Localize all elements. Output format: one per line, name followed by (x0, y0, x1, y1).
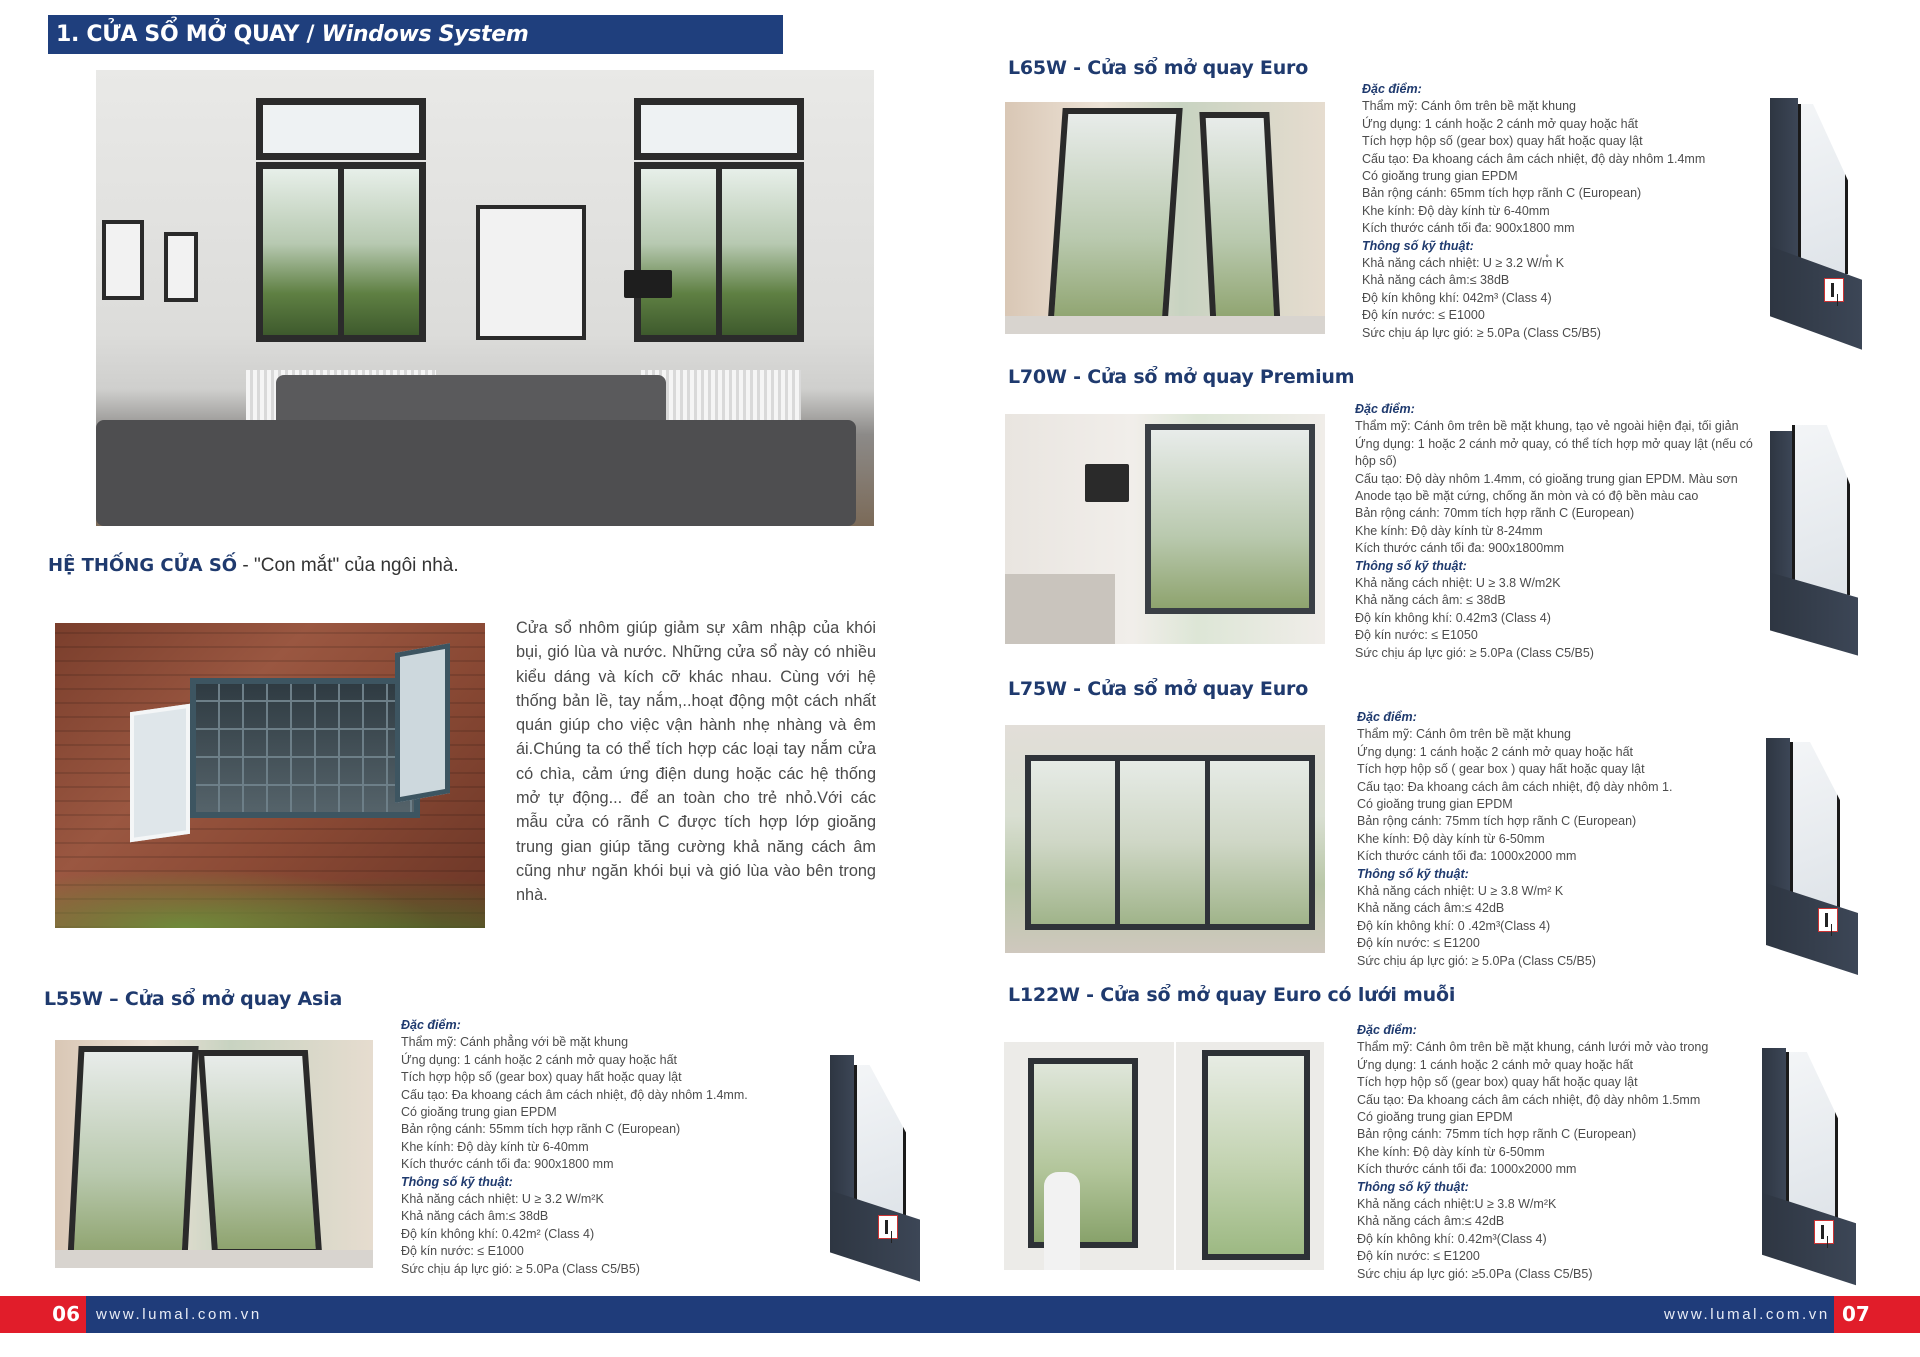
feature-line: Khe kính: Độ dày kính từ 6-50mm (1357, 1144, 1545, 1159)
profile-crosssection-l70w (1770, 425, 1870, 645)
feature-line: Cấu tạo: Đa khoang cách âm cách nhiệt, độ dày nhôm 1.4mm. (401, 1087, 748, 1102)
spec-line: Sức chịu áp lực gió: ≥ 5.0Pa (Class C5/B5) (1355, 645, 1594, 660)
profile-crosssection-l55w (830, 1055, 925, 1270)
spec-line: Độ kín không khí: 042m³ (Class 4) (1362, 290, 1552, 305)
spec-line: Khả năng cách nhiệt: U ≥ 3.2 W/m²K (401, 1192, 604, 1207)
feature-line: Khe kính: Độ dày kính từ 6-40mm (1362, 203, 1550, 218)
feature-line: Bản rộng cánh: 70mm tích hợp rãnh C (European) (1355, 506, 1635, 521)
feature-line: Thẩm mỹ: Cánh phẳng với bề mặt khung (401, 1035, 629, 1050)
feature-line: Có gioăng trung gian EPDM (401, 1105, 557, 1120)
website-link-left[interactable]: www.lumal.com.vn (96, 1306, 262, 1323)
spec-line: Độ kín nước: ≤ E1000 (1362, 308, 1485, 323)
spec-line: Độ kín nước: ≤ E1200 (1357, 1249, 1480, 1264)
spec-line: Độ kín không khí: 0.42m3 (Class 4) (1355, 610, 1551, 625)
spec-line: Khả năng cách nhiệt: U ≥ 3.2 W/m̊ K (1362, 256, 1565, 271)
spec-line: Khả năng cách âm:≤ 38dB (1362, 273, 1510, 288)
spec-line: Độ kín không khí: 0.42m² (Class 4) (401, 1226, 595, 1241)
feature-line: Tích hợp hộp số (gear box) quay hất hoặc quay lật (1362, 134, 1643, 149)
product-photo-l75w (1005, 725, 1325, 953)
page-number-right: 07 (1834, 1296, 1920, 1333)
spec-block-l65w (1362, 81, 1705, 342)
section-title: 1. CỬA SỔ MỞ QUAY / (56, 22, 322, 47)
feature-line: Bản rộng cánh: 75mm tích hợp rãnh C (European) (1357, 1127, 1637, 1142)
brick-house-window-photo (55, 623, 485, 928)
spec-line: Sức chịu áp lực gió: ≥5.0Pa (Class C5/B5) (1357, 1266, 1593, 1281)
feature-line: Ứng dụng: 1 cánh hoặc 2 cánh mở quay hoặc hất (1357, 744, 1634, 759)
spec-line: Khả năng cách nhiệt: U ≥ 3.8 W/m² K (1357, 884, 1564, 899)
features-label: Đặc điểm: (1362, 82, 1422, 96)
spec-block-l75w (1357, 709, 1672, 970)
feature-line: Thẩm mỹ: Cánh ôm trên bề mặt khung, cánh lưới mở vào trong (1357, 1040, 1709, 1055)
profile-crosssection-l75w (1766, 738, 1866, 963)
spec-line: Độ kín nước: ≤ E1000 (401, 1244, 524, 1259)
feature-line: Cấu tạo: Đa khoang cách âm cách nhiệt, độ dày nhôm 1.5mm (1357, 1092, 1701, 1107)
spec-line: Khả năng cách nhiệt:U ≥ 3.8 W/m²K (1357, 1197, 1557, 1212)
profile-crosssection-l122w (1762, 1048, 1862, 1273)
section-title-english: Windows System (321, 22, 529, 47)
specs-label: Thông số kỹ thuật: (401, 1174, 513, 1189)
feature-line: Có gioăng trung gian EPDM (1357, 797, 1513, 812)
feature-line: Cấu tạo: Đa khoang cách âm cách nhiệt, độ dày nhôm 1. (1357, 779, 1673, 794)
feature-line: Bản rộng cánh: 55mm tích hợp rãnh C (European) (401, 1122, 681, 1137)
features-label: Đặc điểm: (1357, 1023, 1417, 1037)
intro-paragraph: Cửa sổ nhôm giúp giảm sự xâm nhập của khói bụi, gió lùa và nước. Những cửa sổ này có nhiều kiểu dáng và kích cỡ khác nhau. Cùng với hệ thống bản lề, tay nắm,..hoạt động một cách nhất quán giúp cho việc vận hành nhẹ nhàng và êm ái.Chúng ta có thể tích hợp các loại tay nắm cửa có chìa, cảm ứng điện dung hoặc các hệ thống mở tự động... để an toàn cho trẻ nhỏ.Với các mẫu cửa có rãnh C được tích hợp lớp gioăng trung gian giúp tăng cường khả năng cách âm cũng như ngăn khói bụi và gió lùa vào bên trong nhà. (516, 619, 876, 905)
specs-label: Thông số kỹ thuật: (1362, 238, 1474, 253)
product-title-l75w: L75W - Cửa sổ mở quay Euro (1008, 678, 1309, 700)
feature-line: Bản rộng cánh: 75mm tích hợp rãnh C (European) (1357, 814, 1637, 829)
tagline-bold: HỆ THỐNG CỬA SỐ (48, 555, 238, 576)
feature-line: Có gioăng trung gian EPDM (1362, 169, 1518, 184)
feature-line: Ứng dụng: 1 cánh hoặc 2 cánh mở quay hoặc hất (1357, 1057, 1634, 1072)
feature-line: Thẩm mỹ: Cánh ôm trên bề mặt khung (1357, 727, 1571, 742)
feature-line: Thẩm mỹ: Cánh ôm trên bề mặt khung (1362, 99, 1576, 114)
spec-line: Độ kín nước: ≤ E1200 (1357, 936, 1480, 951)
feature-line: Tích hợp hộp số (gear box) quay hất hoặc quay lật (1357, 1075, 1638, 1090)
feature-line: Cấu tạo: Đa khoang cách âm cách nhiệt, độ dày nhôm 1.4mm (1362, 151, 1706, 166)
product-photo-l122w (1004, 1042, 1324, 1270)
feature-line: Kích thước cánh tối đa: 900x1800mm (1355, 541, 1565, 556)
feature-line: Thẩm mỹ: Cánh ôm trên bề mặt khung, tạo vẻ ngoài hiện đại, tối giản (1355, 419, 1739, 434)
product-title-l122w: L122W - Cửa sổ mở quay Euro có lưới muỗi (1008, 984, 1456, 1006)
product-title-l55w: L55W – Cửa sổ mở quay Asia (44, 988, 343, 1010)
feature-line: Tích hợp hộp số (gear box) quay hất hoặc quay lật (401, 1070, 682, 1085)
features-label: Đặc điểm: (1357, 710, 1417, 724)
product-title-l70w: L70W - Cửa sổ mở quay Premium (1008, 366, 1355, 388)
product-title-l65w: L65W - Cửa sổ mở quay Euro (1008, 57, 1309, 79)
spec-line: Độ kín không khí: 0.42m³(Class 4) (1357, 1231, 1547, 1246)
feature-line: Ứng dụng: 1 cánh hoặc 2 cánh mở quay hoặc hất (1362, 116, 1639, 131)
page-number-left: 06 (0, 1296, 86, 1333)
features-label: Đặc điểm: (1355, 402, 1415, 416)
feature-line: Khe kính: Độ dày kính từ 6-50mm (1357, 831, 1545, 846)
spec-line: Độ kín nước: ≤ E1050 (1355, 628, 1478, 643)
product-photo-l65w (1005, 102, 1325, 334)
profile-crosssection-l65w (1770, 98, 1870, 338)
feature-line: Ứng dụng: 1 hoặc 2 cánh mở quay, có thể tích hợp mở quay lật (nếu có hộp số) (1355, 436, 1753, 469)
feature-line: Tích hợp hộp số ( gear box ) quay hất hoặc quay lật (1357, 762, 1645, 777)
website-link-right[interactable]: www.lumal.com.vn (1664, 1306, 1830, 1323)
spec-line: Sức chịu áp lực gió: ≥ 5.0Pa (Class C5/B5) (401, 1261, 640, 1276)
system-tagline (48, 555, 459, 577)
product-photo-l55w (55, 1040, 373, 1268)
feature-line: Kích thước cánh tối đa: 900x1800 mm (401, 1157, 614, 1172)
spec-line: Độ kín không khí: 0 .42m³(Class 4) (1357, 918, 1551, 933)
tagline-rest: - "Con mắt" của ngôi nhà. (237, 555, 459, 576)
spec-line: Khả năng cách âm:≤ 42dB (1357, 1214, 1505, 1229)
living-room-photo (96, 70, 874, 526)
feature-line: Có gioăng trung gian EPDM (1357, 1110, 1513, 1125)
feature-line: Kích thước cánh tối đa: 1000x2000 mm (1357, 849, 1577, 864)
specs-label: Thông số kỹ thuật: (1357, 1179, 1469, 1194)
spec-line: Khả năng cách âm:≤ 42dB (1357, 901, 1505, 916)
feature-line: Bản rộng cánh: 65mm tích hợp rãnh C (European) (1362, 186, 1642, 201)
spec-block-l70w (1355, 401, 1767, 662)
feature-line: Khe kính: Độ dày kính từ 6-40mm (401, 1139, 589, 1154)
product-photo-l70w (1005, 414, 1325, 644)
specs-label: Thông số kỹ thuật: (1357, 866, 1469, 881)
feature-line: Kích thước cánh tối đa: 900x1800 mm (1362, 221, 1575, 236)
spec-block-l55w (401, 1017, 748, 1278)
spec-line: Sức chịu áp lực gió: ≥ 5.0Pa (Class C5/B5) (1362, 325, 1601, 340)
spec-line: Khả năng cách âm:≤ 38dB (401, 1209, 549, 1224)
feature-line: Kích thước cánh tối đa: 1000x2000 mm (1357, 1162, 1577, 1177)
specs-label: Thông số kỹ thuật: (1355, 558, 1467, 573)
footer-bar (0, 1296, 1920, 1333)
features-label: Đặc điểm: (401, 1018, 461, 1032)
feature-line: Khe kính: Độ dày kính từ 8-24mm (1355, 523, 1543, 538)
spec-line: Khả năng cách âm: ≤ 38dB (1355, 593, 1506, 608)
feature-line: Ứng dụng: 1 cánh hoặc 2 cánh mở quay hoặc hất (401, 1052, 678, 1067)
spec-block-l122w (1357, 1022, 1708, 1283)
section-banner (48, 15, 783, 54)
spec-line: Sức chịu áp lực gió: ≥ 5.0Pa (Class C5/B5) (1357, 953, 1596, 968)
feature-line: Cấu tạo: Độ dày nhôm 1.4mm, có gioăng trung gian EPDM. Màu sơn Anode tạo bề mặt cứng, chống ăn mòn và có độ bền màu cao (1355, 471, 1738, 504)
spec-line: Khả năng cách nhiệt: U ≥ 3.8 W/m2K (1355, 576, 1561, 591)
